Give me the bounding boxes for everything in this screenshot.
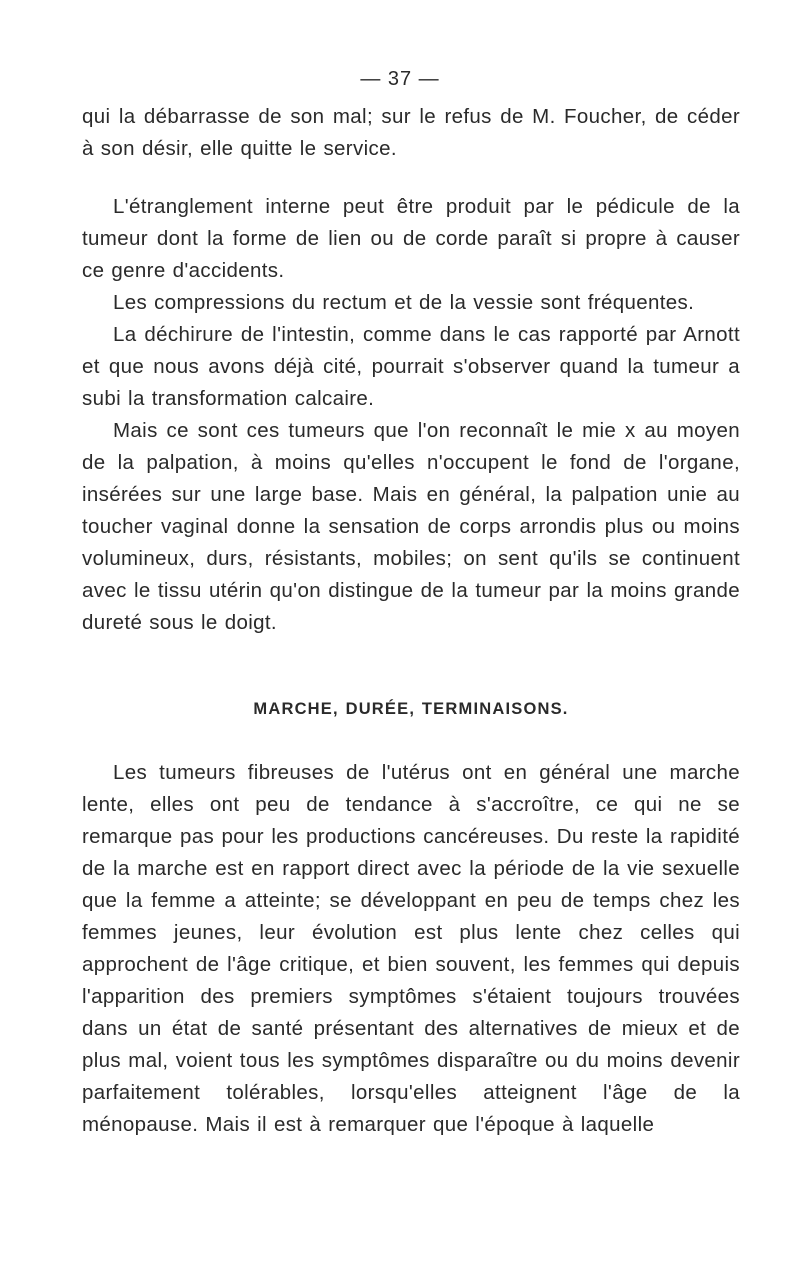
paragraph-compressions: Les compressions du rectum et de la vessie sont fréquentes. bbox=[113, 291, 695, 314]
page-body bbox=[82, 101, 740, 1141]
paragraph-intestine-tear: La déchirure de l'intestin, comme dans le cas rapporté par Arnott et que nous avons déjà cité, pourrait s'observer quand la tumeur a subi la transformation calcaire. bbox=[82, 323, 740, 410]
paragraph-course: Les tumeurs fibreuses de l'utérus ont en général une marche lente, elles ont peu de tendance à s'accroître, ce qui ne se remarque pas pour les productions cancéreuses. Du reste la rapidité de la marche est en rapport direct avec la période de la vie sexuelle que la femme a atteinte; se développant en peu de temps chez les femmes jeunes, leur évolution est plus lente chez celles qui approchent de l'âge critique, et bien souvent, les femmes qui depuis l'apparition des premiers symptômes s'étaient toujours trouvées dans un état de santé présentant des alternatives de mieux et de plus mal, voient tous les symptômes disparaître ou du moins devenir parfaitement tolérables, lorsqu'elles atteignent l'âge de la ménopause. Mais il est à remarquer que l'époque à laquelle bbox=[82, 761, 740, 1136]
section-heading: MARCHE, DURÉE, TERMINAISONS. bbox=[253, 700, 569, 718]
page-number: — 37 — bbox=[360, 68, 440, 90]
paragraph-palpation: Mais ce sont ces tumeurs que l'on reconnaît le mie x au moyen de la palpation, à moins qu'elles n'occupent le fond de l'organe, insérées sur une large base. Mais en général, la palpation unie au toucher vaginal donne la sensation de corps arrondis plus ou moins volumineux, durs, résistants, mobiles; on sent qu'ils se continuent avec le tissu utérin qu'on distingue de la tumeur par la moins grande dureté sous le doigt. bbox=[82, 419, 740, 634]
paragraph-strangulation: L'étranglement interne peut être produit par le pédicule de la tumeur dont la forme de lien ou de corde paraît si propre à causer ce genre d'accidents. bbox=[82, 195, 740, 282]
paragraph-continuation: qui la débarrasse de son mal; sur le refus de M. Foucher, de céder à son désir, elle quitte le service. bbox=[82, 105, 740, 160]
